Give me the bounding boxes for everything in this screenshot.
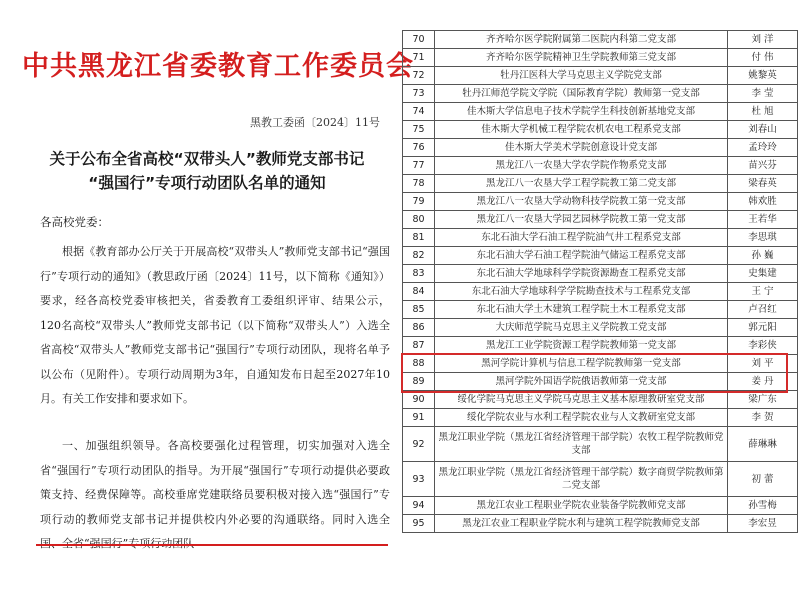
notice-title [22, 147, 392, 195]
secretary-name: 韩欢胜 [728, 193, 798, 211]
branch-name: 黑龙江八一农垦大学农学院作物系党支部 [435, 157, 728, 175]
row-number: 87 [403, 337, 435, 355]
secretary-name: 苗兴芬 [728, 157, 798, 175]
secretary-name: 付 伟 [728, 49, 798, 67]
secretary-name: 姚黎英 [728, 67, 798, 85]
row-number: 72 [403, 67, 435, 85]
table-row [403, 497, 798, 515]
branch-name: 齐齐哈尔医学院精神卫生学院教师第三党支部 [435, 49, 728, 67]
notice-document [22, 44, 414, 559]
branch-name: 东北石油大学土木建筑工程学院土木工程系党支部 [435, 301, 728, 319]
table-row [403, 515, 798, 533]
secretary-name: 初 蕾 [728, 462, 798, 497]
secretary-name: 郭元阳 [728, 319, 798, 337]
row-number: 80 [403, 211, 435, 229]
document-number: 黑教工委函〔2024〕11号 [250, 116, 380, 129]
table-row [403, 355, 798, 373]
table-row [403, 462, 798, 497]
row-number: 79 [403, 193, 435, 211]
red-divider [36, 544, 388, 546]
secretary-name: 李彩侠 [728, 337, 798, 355]
row-number: 86 [403, 319, 435, 337]
row-number: 73 [403, 85, 435, 103]
secretary-name: 史集建 [728, 265, 798, 283]
row-number: 70 [403, 31, 435, 49]
branch-name: 黑龙江农业工程职业学院农业装备学院教师党支部 [435, 497, 728, 515]
branch-name: 黑河学院计算机与信息工程学院教师第一党支部 [435, 355, 728, 373]
secretary-name: 李宏昱 [728, 515, 798, 533]
row-number: 75 [403, 121, 435, 139]
branch-name: 东北石油大学地球科学学院资源勘查工程系党支部 [435, 265, 728, 283]
table-row [403, 193, 798, 211]
notice-title-line-1: 关于公布全省高校“双带头人”教师党支部书记 [49, 150, 365, 168]
table-row [403, 229, 798, 247]
table-row [403, 67, 798, 85]
branch-name: 东北石油大学地球科学学院勘查技术与工程系党支部 [435, 283, 728, 301]
branch-name: 佳木斯大学美术学院创意设计党支部 [435, 139, 728, 157]
table-row [403, 337, 798, 355]
table-row [403, 121, 798, 139]
row-number: 71 [403, 49, 435, 67]
table-row [403, 49, 798, 67]
branch-name: 黑河学院外国语学院俄语教师第一党支部 [435, 373, 728, 391]
row-number: 78 [403, 175, 435, 193]
roster-table [402, 30, 798, 533]
secretary-name: 梁春英 [728, 175, 798, 193]
secretary-name: 李 莹 [728, 85, 798, 103]
branch-name: 黑龙江八一农垦大学动物科技学院教工第一党支部 [435, 193, 728, 211]
secretary-name: 李思琪 [728, 229, 798, 247]
table-row [403, 409, 798, 427]
secretary-name: 杜 旭 [728, 103, 798, 121]
secretary-name: 孟玲玲 [728, 139, 798, 157]
row-number: 92 [403, 427, 435, 462]
branch-name: 东北石油大学石油工程学院油气储运工程系党支部 [435, 247, 728, 265]
row-number: 74 [403, 103, 435, 121]
table-row [403, 175, 798, 193]
issuer-title: 中共黑龙江省委教育工作委员会 [22, 51, 414, 82]
row-number: 93 [403, 462, 435, 497]
branch-name: 黑龙江工业学院资源工程学院教师第一党支部 [435, 337, 728, 355]
row-number: 90 [403, 391, 435, 409]
branch-name: 黑龙江八一农垦大学园艺园林学院教工第一党支部 [435, 211, 728, 229]
row-number: 91 [403, 409, 435, 427]
branch-name: 齐齐哈尔医学院附属第二医院内科第二党支部 [435, 31, 728, 49]
row-number: 85 [403, 301, 435, 319]
secretary-name: 李 贺 [728, 409, 798, 427]
table-row [403, 139, 798, 157]
body-paragraph-1: 根据《教育部办公厅关于开展高校“双带头人”教师党支部书记“强国行”专项行动的通知》（教思政厅函〔2024〕11号，以下简称《通知》）要求，经各高校党委审核把关，省委教育工委组织评审、结果公示，120名高校“双带头人”教师党支部书记（以下简称“双带头人”）入选全省高校“双带头人”教师党支部书记“强国行”专项行动团队，现将名单予以公布（见附件）。专项行动周期为3年，自通知发布日起至2027年10月。有关工作安排和要求如下。 [40, 245, 390, 405]
secretary-name: 孙 巍 [728, 247, 798, 265]
branch-name: 绥化学院农业与水利工程学院农业与人文教研室党支部 [435, 409, 728, 427]
row-number: 76 [403, 139, 435, 157]
secretary-name: 姜 丹 [728, 373, 798, 391]
row-number: 89 [403, 373, 435, 391]
secretary-name: 刘 平 [728, 355, 798, 373]
branch-name: 黑龙江职业学院（黑龙江省经济管理干部学院）数字商贸学院教师第二党支部 [435, 462, 728, 497]
secretary-name: 刘 洋 [728, 31, 798, 49]
branch-name: 东北石油大学石油工程学院油气井工程系党支部 [435, 229, 728, 247]
branch-name: 佳木斯大学机械工程学院农机农电工程系党支部 [435, 121, 728, 139]
row-number: 83 [403, 265, 435, 283]
table-row [403, 211, 798, 229]
row-number: 84 [403, 283, 435, 301]
branch-name: 黑龙江职业学院（黑龙江省经济管理干部学院）农牧工程学院教师党支部 [435, 427, 728, 462]
table-row [403, 85, 798, 103]
secretary-name: 卢召红 [728, 301, 798, 319]
secretary-name: 孙雪梅 [728, 497, 798, 515]
row-number: 94 [403, 497, 435, 515]
table-row [403, 319, 798, 337]
roster-table-body [403, 31, 798, 533]
table-row [403, 103, 798, 121]
branch-name: 大庆师范学院马克思主义学院教工党支部 [435, 319, 728, 337]
table-row [403, 157, 798, 175]
secretary-name: 王 宁 [728, 283, 798, 301]
table-row [403, 301, 798, 319]
branch-name: 黑龙江八一农垦大学工程学院教工第二党支部 [435, 175, 728, 193]
secretary-name: 薛琳琳 [728, 427, 798, 462]
table-row [403, 31, 798, 49]
row-number: 95 [403, 515, 435, 533]
branch-name: 绥化学院马克思主义学院马克思主义基本原理教研室党支部 [435, 391, 728, 409]
roster-table-container [402, 30, 797, 568]
table-row [403, 247, 798, 265]
notice-title-line-2: “强国行”专项行动团队名单的通知 [88, 174, 326, 192]
table-row [403, 265, 798, 283]
row-number: 81 [403, 229, 435, 247]
row-number: 88 [403, 355, 435, 373]
table-row [403, 391, 798, 409]
secretary-name: 王若华 [728, 211, 798, 229]
branch-name: 牡丹江师范学院文学院（国际教育学院）教师第一党支部 [435, 85, 728, 103]
row-number: 77 [403, 157, 435, 175]
table-row [403, 427, 798, 462]
secretary-name: 梁广东 [728, 391, 798, 409]
branch-name: 牡丹江医科大学马克思主义学院党支部 [435, 67, 728, 85]
branch-name: 黑龙江农业工程职业学院水利与建筑工程学院教师党支部 [435, 515, 728, 533]
table-row [403, 373, 798, 391]
table-row [403, 283, 798, 301]
salutation: 各高校党委： [40, 215, 109, 229]
row-number: 82 [403, 247, 435, 265]
branch-name: 佳木斯大学信息电子技术学院学生科技创新基地党支部 [435, 103, 728, 121]
body-paragraph-2: 一、加强组织领导。各高校要强化过程管理，切实加强对入选全省“强国行”专项行动团队的指导。为开展“强国行”专项行动提供必要政策支持、经费保障等。高校垂席党建联络员要积极对接入选“强国行”专项行动的教师党支部书记并提供校内外必要的沟通联络。同时入选全 [40, 439, 390, 526]
secretary-name: 刘春山 [728, 121, 798, 139]
